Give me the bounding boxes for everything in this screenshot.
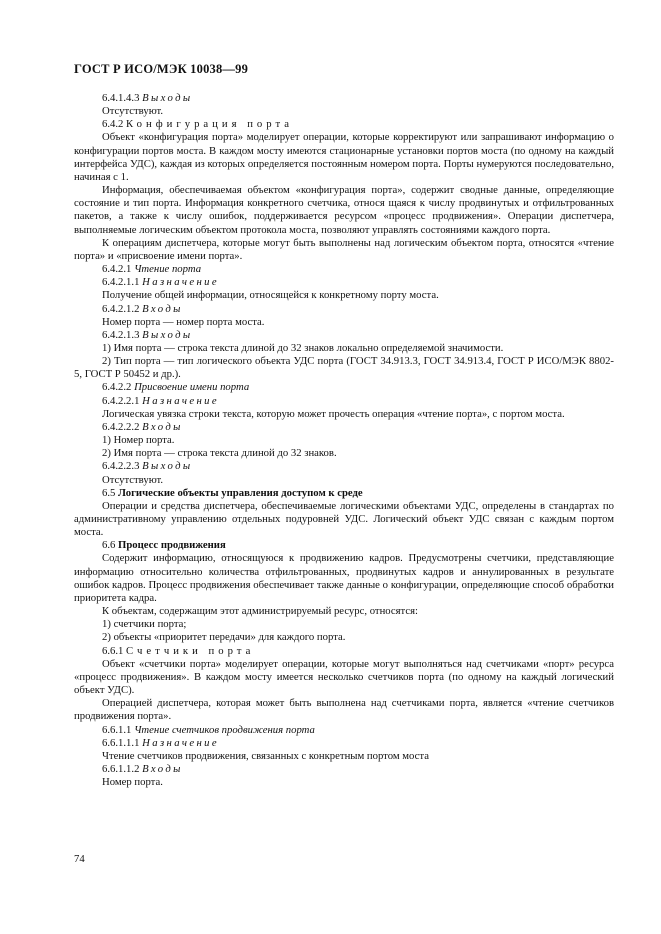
section-number: 6.4.1.4.3 (102, 92, 140, 104)
paragraph-text: Операции и средства диспетчера, обеспечиваемые логическими объектами УДС, определены в стандартах по административному управлению отдельных подуровней УДС. Логический объект УДС связан с каждым портом моста. (74, 499, 614, 539)
paragraph (74, 342, 614, 355)
paragraph (74, 276, 614, 289)
paragraph (74, 263, 614, 276)
paragraph-text: Информация, обеспечиваемая объектом «конфигурация порта», содержит сводные данные, определяющие состояние и тип порта. Информация конкретного счетчика, относя щаяся к числу продвинутых и отфильтрованных пакетов, а также к числу ошибок, поддерживается ресурсом «процесс продвижения». Операции диспетчера, выполняемые логическим объектом протокола моста, позволяют управлять состояниями каждого порта. (74, 184, 614, 236)
section-title: Чтение порта (134, 263, 202, 276)
paragraph-text: 2) Имя порта — строка текста длиной до 32 знаков. (102, 447, 337, 460)
paragraph-text: К операциям диспетчера, которые могут быть выполнены над логическим объектом порта, относятся «чтение порта» и «присвоение имени порта». (74, 236, 614, 262)
paragraph-text: Операцией диспетчера, которая может быть выполнена над счетчиками порта, является «чтение счетчиков продвижения порта». (74, 697, 614, 723)
paragraph-text: Объект «конфигурация порта» моделирует операции, которые корректируют или запрашивают информацию о конфигурации портов моста. В каждом мосту имеются стационарные установки портов моста (по одному на каждый интерфейса УДС), каждая из которых определяется постоянным номером порта. Порты нумеруются последовательно, начиная с 1. (74, 131, 614, 183)
paragraph (74, 460, 614, 473)
paragraph-text: Чтение счетчиков продвижения, связанных с конкретным портом моста (102, 749, 429, 762)
section-title: Входы (142, 302, 183, 315)
paragraph (74, 316, 614, 329)
paragraph (74, 631, 614, 644)
paragraph (74, 434, 614, 447)
section-title: Чтение счетчиков продвижения порта (134, 723, 315, 736)
section-number: 6.4.2.2.1 (102, 394, 140, 407)
paragraph-text: Получение общей информации, относящейся к конкретному порту моста. (102, 289, 439, 302)
paragraph (74, 618, 614, 631)
section-number: 6.4.2.1.1 (102, 276, 140, 289)
paragraph-text: 1) Имя порта — строка текста длиной до 32 знаков локально определяемой значимости. (102, 341, 504, 354)
section-title: Логические объекты управления доступом к среде (118, 486, 363, 499)
paragraph (74, 303, 614, 316)
section-title: Выходы (142, 460, 193, 473)
paragraph-text: Отсутствуют. (102, 473, 164, 486)
paragraph (74, 776, 614, 789)
paragraph (74, 447, 614, 460)
section-title: Выходы (142, 328, 193, 341)
section-number: 6.6.1.1.2 (102, 762, 140, 775)
document-body (74, 92, 614, 789)
paragraph (74, 355, 614, 381)
section-number: 6.4.2.1.3 (102, 328, 140, 341)
section-title: Выходы (142, 92, 193, 104)
section-title: Назначение (142, 394, 220, 407)
section-title: Присвоение имени порта (134, 381, 250, 394)
paragraph (74, 474, 614, 487)
section-title: Назначение (142, 276, 220, 289)
paragraph (74, 697, 614, 723)
section-title: Назначение (142, 736, 220, 749)
paragraph (74, 658, 614, 697)
section-title: Процесс продвижения (118, 539, 226, 552)
paragraph-text: 2) объекты «приоритет передачи» для каждого порта. (102, 631, 346, 644)
section-number: 6.5 (102, 486, 116, 499)
section-title: Счетчики порта (126, 644, 255, 657)
paragraph (74, 500, 614, 539)
paragraph (74, 487, 614, 500)
paragraph (74, 92, 614, 105)
section-title: Входы (142, 420, 183, 433)
paragraph (74, 750, 614, 763)
paragraph (74, 605, 614, 618)
section-number: 6.6 (102, 539, 116, 552)
section-number: 6.6.1.1.1 (102, 736, 140, 749)
paragraph (74, 645, 614, 658)
paragraph-text: 2) Тип порта — тип логического объекта УДС порта (ГОСТ 34.913.3, ГОСТ 34.913.4, ГОСТ Р ИСО/МЭК 8802-5, ГОСТ Р 50452 и др.). (74, 355, 614, 381)
section-number: 6.6.1 (102, 644, 124, 657)
paragraph-text: Отсутствуют. (102, 105, 164, 118)
paragraph-text: Содержит информацию, относящуюся к продвижению кадров. Предусмотрены счетчики, представляющие информацию относительно количества отфильтрованных, продвинутых кадров и аннулированных в результате ошибок кадров. Процесс продвижения обеспечивает также данные о конфигурации, определяющие способ обработки приоритета кадра. (74, 552, 614, 604)
paragraph (74, 395, 614, 408)
paragraph (74, 118, 614, 131)
paragraph-text: Объект «счетчики порта» моделирует операции, которые могут выполняться над счетчиками «порт» ресурса «процесс продвижения». В каждом мосту имеется несколько счетчиков порта (по одному на каждый логический объект УДС). (74, 657, 614, 697)
page-number: 74 (74, 853, 85, 865)
paragraph (74, 329, 614, 342)
section-number: 6.4.2.1.2 (102, 302, 140, 315)
paragraph-text: Номер порта — номер порта моста. (102, 315, 265, 328)
paragraph-text: 1) счетчики порта; (102, 618, 187, 631)
section-number: 6.6.1.1 (102, 723, 132, 736)
section-title: Конфигурация порта (126, 118, 294, 131)
section-number: 6.4.2.2 (102, 381, 132, 394)
section-title: Входы (142, 762, 183, 775)
paragraph-text: К объектам, содержащим этот администрируемый ресурс, относятся: (102, 605, 418, 618)
section-number: 6.4.2.2.2 (102, 420, 140, 433)
paragraph (74, 724, 614, 737)
paragraph (74, 237, 614, 263)
paragraph (74, 421, 614, 434)
paragraph (74, 737, 614, 750)
paragraph (74, 408, 614, 421)
section-number: 6.4.2.2.3 (102, 460, 140, 473)
paragraph-text: Логическая увязка строки текста, которую может прочесть операция «чтение порта», с портом моста. (102, 407, 565, 420)
paragraph (74, 131, 614, 184)
paragraph (74, 539, 614, 552)
section-number: 6.4.2 (102, 118, 124, 131)
paragraph (74, 105, 614, 118)
page-header: ГОСТ Р ИСО/МЭК 10038—99 (74, 62, 249, 76)
paragraph (74, 289, 614, 302)
paragraph (74, 763, 614, 776)
paragraph (74, 184, 614, 237)
section-number: 6.4.2.1 (102, 263, 132, 276)
paragraph (74, 381, 614, 394)
paragraph-text: Номер порта. (102, 776, 163, 789)
paragraph (74, 552, 614, 605)
paragraph-text: 1) Номер порта. (102, 434, 175, 447)
